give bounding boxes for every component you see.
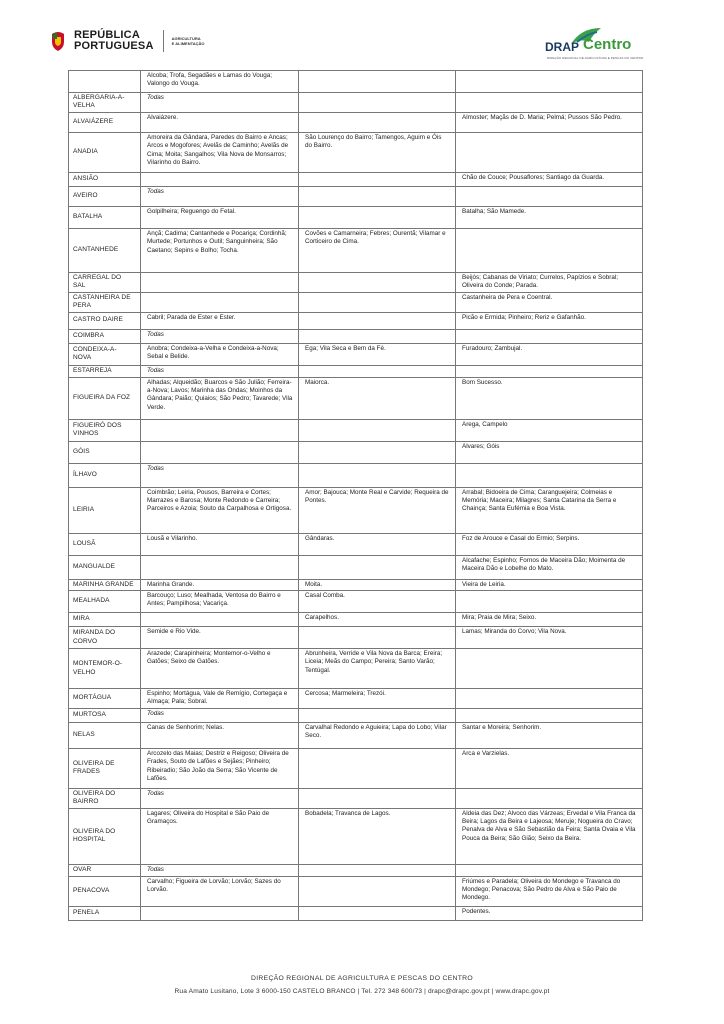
table-row — [69, 463, 643, 487]
parishes-column-2-cell: Golpilheira; Reguengo do Fetal. — [141, 206, 299, 228]
parishes-column-2-cell: Lousã e Vilarinho. — [141, 533, 299, 555]
municipality-cell: MARINHA GRANDE — [69, 579, 141, 590]
parishes-column-3-cell — [299, 172, 456, 186]
table-row — [69, 186, 643, 206]
parishes-column-2-cell: Todas — [141, 93, 299, 113]
parishes-column-4-cell — [456, 365, 643, 377]
parishes-column-3-cell — [299, 555, 456, 579]
table-row — [69, 93, 643, 113]
parishes-column-3-cell — [299, 876, 456, 906]
municipality-cell: GÓIS — [69, 441, 141, 463]
table-row — [69, 292, 643, 312]
parishes-column-3-cell — [299, 788, 456, 808]
parishes-column-4-cell — [456, 649, 643, 689]
parishes-column-3-cell: Moita. — [299, 579, 456, 590]
municipality-cell: CASTANHEIRA DE PERA — [69, 292, 141, 312]
table-row — [69, 689, 643, 709]
municipality-cell: MIRANDA DO CORVO — [69, 627, 141, 649]
parishes-column-4-cell — [456, 788, 643, 808]
parishes-column-3-cell — [299, 93, 456, 113]
table-row — [69, 365, 643, 377]
parishes-column-3-cell: São Lourenço do Bairro; Tamengos, Aguim e Óis do Bairro. — [299, 132, 456, 172]
municipality-cell: ÍLHAVO — [69, 463, 141, 487]
parishes-column-3-cell — [299, 329, 456, 343]
table-row — [69, 71, 643, 93]
parishes-column-2-cell: Cabril; Parada de Ester e Ester. — [141, 312, 299, 329]
parishes-column-3-cell — [299, 748, 456, 788]
republica-portuguesa-text — [74, 30, 154, 52]
table-row — [69, 441, 643, 463]
parishes-column-3-cell: Carapelhos. — [299, 613, 456, 627]
municipality-cell: MANGUALDE — [69, 555, 141, 579]
municipality-cell: FIGUEIRA DA FOZ — [69, 377, 141, 419]
parishes-column-4-cell: Castanheira de Pera e Coentral. — [456, 292, 643, 312]
table-row — [69, 329, 643, 343]
table-row — [69, 272, 643, 292]
parishes-column-4-cell: Vieira de Leiria. — [456, 579, 643, 590]
parishes-column-2-cell: Todas — [141, 365, 299, 377]
parishes-column-2-cell: Coimbrão; Leiria, Pousos, Barreira e Cortes; Marrazes e Barosa; Monte Redondo e Carreira; Parceiros e Azoia; Souto da Carpalhosa e Ortigosa. — [141, 487, 299, 533]
parishes-column-4-cell: Chão de Couce; Pousaflores; Santiago da Guarda. — [456, 172, 643, 186]
table-row — [69, 112, 643, 132]
municipality-cell: OVAR — [69, 864, 141, 876]
parishes-column-2-cell: Arazede; Carapinheira; Montemor-o-Velho e Gatões; Seixo de Gatões. — [141, 649, 299, 689]
table-row — [69, 627, 643, 649]
parishes-column-4-cell: Alvares; Góis — [456, 441, 643, 463]
parishes-column-2-cell: Barcouço; Luso; Mealhada, Ventosa do Bairro e Antes; Pampilhosa; Vacariça. — [141, 591, 299, 613]
table-row — [69, 228, 643, 272]
table-row — [69, 906, 643, 920]
parishes-table-body — [69, 71, 643, 921]
municipality-cell: FIGUEIRÓ DOS VINHOS — [69, 419, 141, 441]
table-row — [69, 377, 643, 419]
parishes-column-3-cell: Amor; Bajouca; Monte Real e Carvide; Requeira de Pontes. — [299, 487, 456, 533]
parishes-column-2-cell: Ançã; Cadima; Cantanhede e Pocariça; Cordinhã; Murtede; Portunhos e Outil; Sanguinheira; São Caetano; Sepins e Bolho; Tocha. — [141, 228, 299, 272]
parishes-column-2-cell — [141, 613, 299, 627]
coat-of-arms-icon — [50, 30, 66, 52]
parishes-column-3-cell — [299, 708, 456, 722]
parishes-column-3-cell — [299, 864, 456, 876]
table-row — [69, 419, 643, 441]
parishes-column-2-cell: Alcoba; Trofa, Segadães e Lamas do Vouga; Valongo do Vouga. — [141, 71, 299, 93]
municipality-cell: ANSIÃO — [69, 172, 141, 186]
parishes-column-4-cell: Alcafache; Espinho; Fornos de Maceira Dão; Moimenta de Maceira Dão e Lobelhe do Mato. — [456, 555, 643, 579]
table-row — [69, 748, 643, 788]
parishes-column-4-cell: Arca e Varzielas. — [456, 748, 643, 788]
parishes-column-3-cell — [299, 186, 456, 206]
parishes-column-4-cell: Beijós; Cabanas de Viriato; Currelos, Papízios e Sobral; Oliveira do Conde; Parada. — [456, 272, 643, 292]
municipality-cell: ALBERGARIA-A-VELHA — [69, 93, 141, 113]
ministry-line-2: E ALIMENTAÇÃO — [171, 41, 205, 46]
parishes-column-2-cell: Amoreira da Gândara, Paredes do Bairro e Ancas; Arcos e Mogofores; Avelãs de Caminho; Avelãs de Cima; Moita; Sangalhos; Vila Nova de Monsarros; Vilarinho do Bairro. — [141, 132, 299, 172]
parishes-column-4-cell — [456, 228, 643, 272]
municipality-cell: ESTARREJA — [69, 365, 141, 377]
parishes-column-4-cell — [456, 329, 643, 343]
parishes-column-3-cell: Gândaras. — [299, 533, 456, 555]
table-row — [69, 579, 643, 590]
parishes-column-3-cell — [299, 365, 456, 377]
parishes-column-4-cell: Furadouro; Zambujal. — [456, 343, 643, 365]
parishes-column-4-cell: Almoster; Maçãs de D. Maria; Pelmá; Pussos São Pedro. — [456, 112, 643, 132]
municipality-cell: MORTÁGUA — [69, 689, 141, 709]
table-row — [69, 591, 643, 613]
parishes-column-3-cell — [299, 112, 456, 132]
parishes-column-3-cell — [299, 71, 456, 93]
parishes-column-2-cell: Todas — [141, 186, 299, 206]
parishes-column-4-cell — [456, 132, 643, 172]
parishes-column-4-cell — [456, 463, 643, 487]
parishes-column-2-cell: Todas — [141, 788, 299, 808]
parishes-column-2-cell: Todas — [141, 329, 299, 343]
parishes-column-3-cell: Carvalhal Redondo e Aguieira; Lapa do Lobo; Vilar Seco. — [299, 722, 456, 748]
drap-word: DRAP — [545, 40, 580, 54]
parishes-column-2-cell: Todas — [141, 864, 299, 876]
municipality-cell: LOUSÃ — [69, 533, 141, 555]
municipality-cell: OLIVEIRA DE FRADES — [69, 748, 141, 788]
table-row — [69, 808, 643, 864]
parishes-column-2-cell: Lagares; Oliveira do Hospital e São Paio de Gramaços. — [141, 808, 299, 864]
parishes-column-3-cell: Bobadela; Travanca de Lagos. — [299, 808, 456, 864]
parishes-column-2-cell: Todas — [141, 708, 299, 722]
municipality-cell: OLIVEIRA DO BAIRRO — [69, 788, 141, 808]
parishes-column-3-cell: Ega; Vila Seca e Bem da Fé. — [299, 343, 456, 365]
parishes-column-4-cell — [456, 93, 643, 113]
parishes-column-4-cell — [456, 71, 643, 93]
municipality-cell: COIMBRA — [69, 329, 141, 343]
parishes-column-3-cell — [299, 906, 456, 920]
logo-line-1: REPÚBLICA — [74, 29, 140, 41]
municipality-cell: CONDEIXA-A-NOVA — [69, 343, 141, 365]
parishes-column-4-cell: Mira; Praia de Mira; Seixo. — [456, 613, 643, 627]
table-row — [69, 876, 643, 906]
parishes-column-3-cell — [299, 206, 456, 228]
parishes-column-4-cell: Aldeia das Dez; Alvoco das Várzeas; Ervedal e Vila Franca da Beira; Lagos da Beira e Lajeosa; Meruje; Nogueira do Cravo; Penalva de Alva e São Sebastião da Feira; Santa Ovaia e Vila Pouca da Beira; São Gião; Seixo da Beira. — [456, 808, 643, 864]
parishes-column-2-cell — [141, 172, 299, 186]
parishes-column-4-cell: Bom Sucesso. — [456, 377, 643, 419]
drap-subtitle: DIREÇÃO REGIONAL DE AGRICULTURA E PESCAS DO CENTRO — [547, 56, 644, 60]
municipality-cell: PENACOVA — [69, 876, 141, 906]
parishes-column-3-cell — [299, 419, 456, 441]
parishes-column-3-cell — [299, 441, 456, 463]
logo-line-2: PORTUGUESA — [74, 40, 154, 52]
parishes-column-4-cell — [456, 864, 643, 876]
table-row — [69, 172, 643, 186]
municipality-cell — [69, 71, 141, 93]
table-row — [69, 708, 643, 722]
parishes-column-2-cell: Arcozelo das Maias; Destriz e Reigoso; Oliveira de Frades, Souto de Lafões e Sejães; Pinheiro; Ribeiradio; São João da Serra; São Vicente de Lafões. — [141, 748, 299, 788]
ministry-line-1: AGRICULTURA — [171, 36, 201, 41]
municipality-cell: CANTANHEDE — [69, 228, 141, 272]
parishes-column-2-cell — [141, 292, 299, 312]
parishes-column-4-cell — [456, 591, 643, 613]
municipality-cell: CASTRO DAIRE — [69, 312, 141, 329]
parishes-column-4-cell: Picão e Ermida; Pinheiro; Reriz e Gafanhão. — [456, 312, 643, 329]
municipality-cell: MIRA — [69, 613, 141, 627]
parishes-column-2-cell — [141, 906, 299, 920]
parishes-column-2-cell — [141, 441, 299, 463]
municipality-cell: NELAS — [69, 722, 141, 748]
municipality-cell: CARREGAL DO SAL — [69, 272, 141, 292]
parishes-column-2-cell: Anobra; Condeixa-a-Velha e Condeixa-a-Nova; Sebal e Belide. — [141, 343, 299, 365]
table-row — [69, 555, 643, 579]
parishes-column-4-cell — [456, 689, 643, 709]
municipality-cell: ANADIA — [69, 132, 141, 172]
parishes-column-4-cell: Friúmes e Paradela; Oliveira do Mondego e Travanca do Mondego; Penacova; São Pedro de Alva e São Paio de Mondego. — [456, 876, 643, 906]
parishes-column-2-cell: Marinha Grande. — [141, 579, 299, 590]
parishes-column-4-cell: Foz de Arouce e Casal do Ermio; Serpins. — [456, 533, 643, 555]
parishes-column-3-cell — [299, 292, 456, 312]
parishes-column-2-cell: Alvaiázere. — [141, 112, 299, 132]
municipality-cell: ALVAIÁZERE — [69, 112, 141, 132]
ministry-subtitle — [172, 36, 205, 46]
parishes-column-4-cell — [456, 708, 643, 722]
parishes-column-2-cell — [141, 419, 299, 441]
municipality-cell: BATALHA — [69, 206, 141, 228]
parishes-column-4-cell — [456, 186, 643, 206]
table-row — [69, 864, 643, 876]
parishes-column-3-cell — [299, 272, 456, 292]
parishes-column-4-cell: Santar e Moreira; Senhorim. — [456, 722, 643, 748]
table-row — [69, 722, 643, 748]
parishes-column-3-cell: Casal Comba. — [299, 591, 456, 613]
table-row — [69, 613, 643, 627]
parishes-column-3-cell: Abrunheira, Verride e Vila Nova da Barca; Ereira; Liceia; Meãs do Campo; Pereira; Santo Varão; Tentúgal. — [299, 649, 456, 689]
parishes-column-3-cell: Covões e Camarneira; Febres; Ourentã; Vilamar e Corticeiro de Cima. — [299, 228, 456, 272]
parishes-column-4-cell: Lamas; Miranda do Corvo; Vila Nova. — [456, 627, 643, 649]
municipality-cell: LEIRIA — [69, 487, 141, 533]
drap-centro-logo — [545, 26, 655, 62]
municipality-cell: AVEIRO — [69, 186, 141, 206]
parishes-column-4-cell: Podentes. — [456, 906, 643, 920]
table-row — [69, 487, 643, 533]
parishes-column-4-cell: Batalha; São Mamede. — [456, 206, 643, 228]
table-row — [69, 649, 643, 689]
municipality-cell: MEALHADA — [69, 591, 141, 613]
parishes-column-3-cell — [299, 463, 456, 487]
table-row — [69, 312, 643, 329]
parishes-column-2-cell — [141, 555, 299, 579]
parishes-column-3-cell — [299, 627, 456, 649]
parishes-column-2-cell: Espinho; Mortágua, Vale de Remígio, Cortegaça e Almaça; Pala; Sobral. — [141, 689, 299, 709]
municipality-cell: MURTOSA — [69, 708, 141, 722]
parishes-column-2-cell — [141, 272, 299, 292]
logo-divider — [163, 30, 164, 52]
centro-word: Centro — [583, 36, 632, 53]
parishes-column-2-cell: Carvalho; Figueira de Lorvão; Lorvão; Sazes do Lorvão. — [141, 876, 299, 906]
municipality-cell: PENELA — [69, 906, 141, 920]
table-row — [69, 788, 643, 808]
footer-organization: DIREÇÃO REGIONAL DE AGRICULTURA E PESCAS DO CENTRO — [251, 975, 473, 982]
table-row — [69, 343, 643, 365]
table-row — [69, 533, 643, 555]
parishes-column-3-cell: Cercosa; Marmeleira; Trezói. — [299, 689, 456, 709]
parishes-column-4-cell: Arega, Campelo — [456, 419, 643, 441]
parishes-column-2-cell: Alhadas; Alqueidão; Buarcos e São Julião; Ferreira-a-Nova; Lavos; Marinha das Ondas; Moinhos da Gândara; Paião; Quiaios; São Pedro; Tavarede; Vila Verde. — [141, 377, 299, 419]
parishes-column-3-cell — [299, 312, 456, 329]
republica-portuguesa-logo — [50, 30, 205, 52]
parishes-column-4-cell: Arrabal; Bidoeira de Cima; Caranguejeira; Colmeias e Memória; Maceira; Milagres; Santa Catarina da Serra e Chainça; Santa Eufémia e Boa Vista. — [456, 487, 643, 533]
footer-contacts: Rua Amato Lusitano, Lote 3 6000-150 CASTELO BRANCO | Tel. 272 348 600/73 | drapc@drapc.gov.pt | www.drapc.gov.pt — [174, 988, 550, 995]
parishes-column-3-cell: Maiorca. — [299, 377, 456, 419]
table-row — [69, 132, 643, 172]
table-row — [69, 206, 643, 228]
municipality-cell: OLIVEIRA DO HOSPITAL — [69, 808, 141, 864]
parishes-column-2-cell: Semide e Rio Vide. — [141, 627, 299, 649]
municipality-cell: MONTEMOR-O-VELHO — [69, 649, 141, 689]
parishes-column-2-cell: Canas de Senhorim; Nelas. — [141, 722, 299, 748]
parishes-table — [68, 70, 643, 921]
parishes-column-2-cell: Todas — [141, 463, 299, 487]
